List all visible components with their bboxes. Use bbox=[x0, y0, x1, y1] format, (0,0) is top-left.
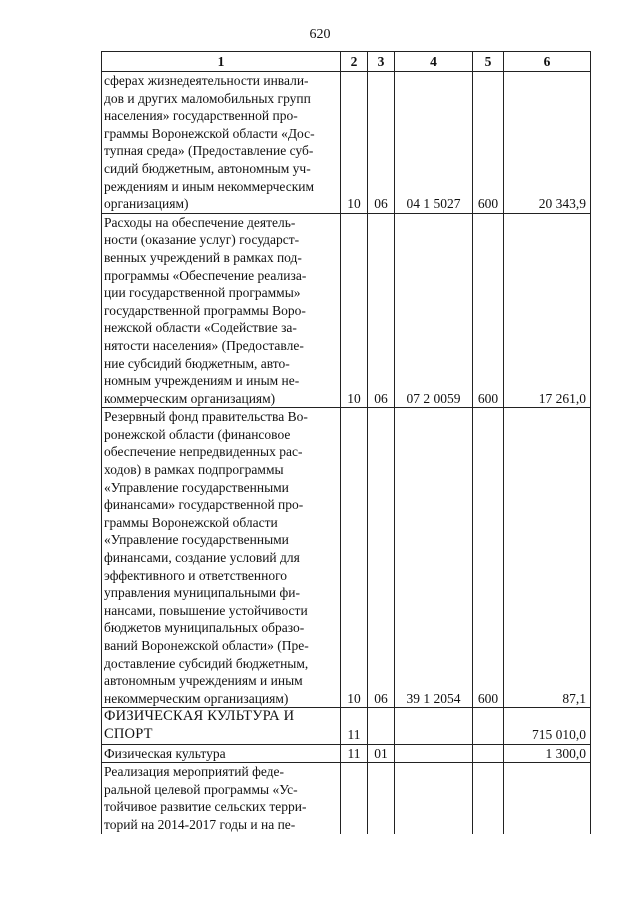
column-header: 5 bbox=[473, 52, 504, 72]
column-header: 4 bbox=[395, 52, 473, 72]
target-article-code: 07 2 0059 bbox=[395, 213, 473, 408]
expense-type-code: 600 bbox=[473, 213, 504, 408]
section-code bbox=[341, 763, 368, 834]
expense-description: Расходы на обеспечение деятель- ности (оказание услуг) государст- венных учреждений в рамках под- программы «Обеспечение реализа- ции государственной программы» государственной программы Воро- нежской области «Содействие за- нятости населения» (Предоставле- ние субсидий бюджетным, авто- номным учреждениям и иным не- коммерческим организациям) bbox=[102, 213, 341, 408]
column-header: 6 bbox=[504, 52, 591, 72]
column-header: 2 bbox=[341, 52, 368, 72]
expense-type-code bbox=[473, 763, 504, 834]
table-row-continued bbox=[102, 763, 591, 834]
subsection-code: 06 bbox=[368, 72, 395, 214]
table-row bbox=[102, 213, 591, 408]
expense-type-code bbox=[473, 744, 504, 763]
subsection-code bbox=[368, 763, 395, 834]
target-article-code: 04 1 5027 bbox=[395, 72, 473, 214]
section-code: 10 bbox=[341, 72, 368, 214]
table-row bbox=[102, 408, 591, 708]
subsection-code bbox=[368, 708, 395, 744]
subsection-code: 01 bbox=[368, 744, 395, 763]
column-header: 3 bbox=[368, 52, 395, 72]
subsection-code: 06 bbox=[368, 213, 395, 408]
expense-type-code bbox=[473, 708, 504, 744]
section-code: 10 bbox=[341, 408, 368, 708]
section-title: ФИЗИЧЕСКАЯ КУЛЬТУРА И СПОРТ bbox=[102, 708, 341, 744]
target-article-code bbox=[395, 744, 473, 763]
expense-description: Резервный фонд правительства Во- ронежской области (финансовое обеспечение непредвиденных рас- ходов) в рамках подпрограммы «Управление государственными финансами» государственной про- граммы Воронежской области «Управление государственными финансами, создание условий для эффективного и ответственного управления муниципальными фи- нансами, повышение устойчивости бюджетов муниципальных образо- ваний Воронежской области» (Пре- доставление субсидий бюджетным, автономным учреждениям и иным некоммерческим организациям) bbox=[102, 408, 341, 708]
amount: 1 300,0 bbox=[504, 744, 591, 763]
section-code: 11 bbox=[341, 744, 368, 763]
expense-type-code: 600 bbox=[473, 408, 504, 708]
target-article-code: 39 1 2054 bbox=[395, 408, 473, 708]
amount: 20 343,9 bbox=[504, 72, 591, 214]
amount: 17 261,0 bbox=[504, 213, 591, 408]
table-row-section bbox=[102, 708, 591, 744]
expense-description: Реализация мероприятий феде- ральной целевой программы «Ус- тойчивое развитие сельских терри- торий на 2014-2017 годы и на пе- bbox=[102, 763, 341, 834]
column-header: 1 bbox=[102, 52, 341, 72]
section-code: 11 bbox=[341, 708, 368, 744]
subsection-code: 06 bbox=[368, 408, 395, 708]
table-row bbox=[102, 72, 591, 214]
expense-type-code: 600 bbox=[473, 72, 504, 214]
amount: 715 010,0 bbox=[504, 708, 591, 744]
amount: 87,1 bbox=[504, 408, 591, 708]
section-code: 10 bbox=[341, 213, 368, 408]
table-header-row bbox=[102, 52, 591, 72]
target-article-code bbox=[395, 763, 473, 834]
table-row bbox=[102, 744, 591, 763]
budget-table bbox=[101, 51, 591, 834]
page-number: 620 bbox=[309, 27, 331, 42]
target-article-code bbox=[395, 708, 473, 744]
amount bbox=[504, 763, 591, 834]
expense-description: сферах жизнедеятельности инвали- дов и других маломобильных групп населения» государственной про- граммы Воронежской области «Дос- тупная среда» (Предоставление суб- сидий бюджетным, автономным уч- реждениям и иным некоммерческим организациям) bbox=[102, 72, 341, 214]
expense-description: Физическая культура bbox=[102, 744, 341, 763]
